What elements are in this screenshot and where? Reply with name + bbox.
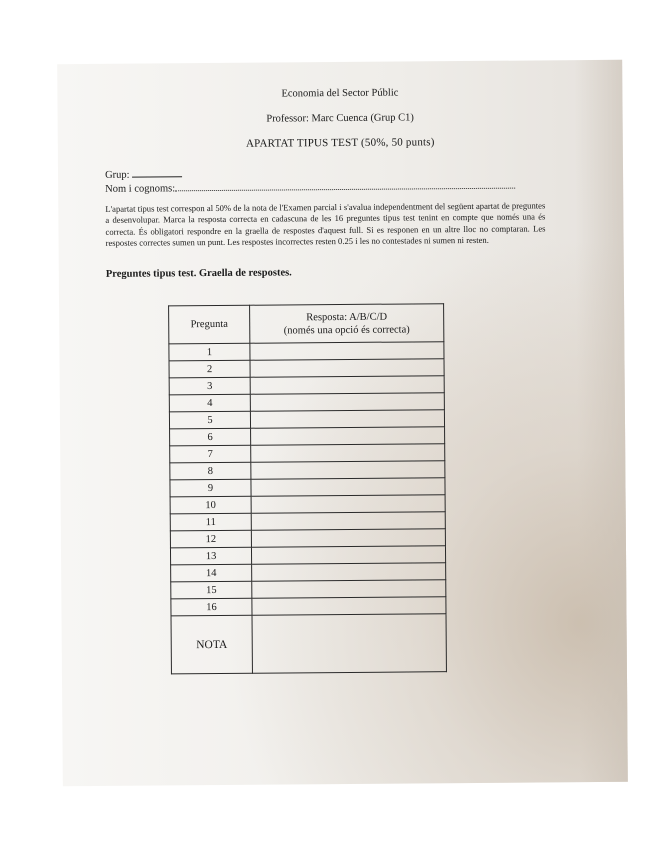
- answer-cell[interactable]: [251, 444, 445, 463]
- question-number: 3: [169, 377, 250, 395]
- total-label: NOTA: [171, 615, 252, 674]
- answer-grid-header: [169, 304, 444, 344]
- table-row: [170, 427, 445, 446]
- group-blank[interactable]: [132, 176, 182, 177]
- table-row: [170, 478, 445, 497]
- answer-cell[interactable]: [252, 580, 446, 599]
- table-row: [169, 359, 444, 378]
- question-number: 5: [169, 411, 250, 429]
- question-number: 12: [170, 530, 251, 548]
- table-row: [170, 444, 445, 463]
- question-number: 2: [169, 360, 250, 378]
- course-title: Economia del Sector Públic: [281, 87, 399, 100]
- answer-cell[interactable]: [251, 512, 445, 531]
- question-number: 8: [170, 462, 251, 480]
- table-row: [171, 563, 446, 582]
- answer-cell[interactable]: [251, 495, 445, 514]
- grid-title: Preguntes tipus test. Graella de respostes.: [105, 267, 292, 280]
- table-row: [169, 376, 444, 395]
- question-number: 15: [171, 581, 252, 599]
- answer-cell[interactable]: [250, 342, 444, 361]
- answer-cell[interactable]: [251, 546, 445, 565]
- instructions-paragraph: L'apartat tipus test correspon al 50% de la nota de l'Examen parcial i s'avalua independentment del següent apartat de preguntes a desenvolupar. Marca la resposta correcta en cadascuna de les 16 preguntes tipus test tenint en compte que només una és correcta. És obligatori respondre en la graella de respostes d'aquest full. Si es responen en un altre lloc no comptaran. Les respostes correctes sumen un punt. Les respostes incorrectes resten 0.25 i les no contestades ni sumen ni resten.: [105, 200, 546, 249]
- answer-column-header: [250, 304, 444, 344]
- question-column-header: Pregunta: [169, 305, 250, 344]
- exam-sheet: [57, 60, 628, 786]
- answer-cell[interactable]: [251, 529, 445, 548]
- answer-cell[interactable]: [250, 410, 444, 429]
- answer-cell[interactable]: [250, 359, 444, 378]
- question-number: 1: [169, 343, 250, 361]
- answer-cell[interactable]: [251, 461, 445, 480]
- table-row: [171, 580, 446, 599]
- table-row: [169, 410, 444, 429]
- answer-cell[interactable]: [252, 597, 446, 616]
- table-row: [171, 597, 446, 616]
- group-label: Grup:: [105, 169, 130, 181]
- table-row: [169, 393, 444, 412]
- answer-header-line1: Resposta: A/B/C/D: [306, 311, 388, 323]
- total-score-cell[interactable]: [252, 614, 446, 674]
- question-number: 7: [170, 445, 251, 463]
- question-number: 11: [170, 513, 251, 531]
- answer-cell[interactable]: [250, 376, 444, 395]
- question-number: 6: [170, 428, 251, 446]
- table-row: [170, 461, 445, 480]
- answer-cell[interactable]: [250, 393, 444, 412]
- question-number: 13: [170, 547, 251, 565]
- answer-cell[interactable]: [252, 563, 446, 582]
- table-row: [169, 342, 444, 361]
- question-number: 16: [171, 598, 252, 616]
- table-row: [170, 546, 445, 565]
- table-row: [170, 512, 445, 531]
- question-number: 10: [170, 496, 251, 514]
- question-number: 14: [171, 564, 252, 582]
- total-row: [171, 614, 446, 674]
- question-number: 9: [170, 479, 251, 497]
- name-label: Nom i cognoms:: [105, 183, 176, 195]
- answer-cell[interactable]: [251, 478, 445, 497]
- question-number: 4: [169, 394, 250, 412]
- answer-header-line2: (només una opció és correcta): [283, 323, 410, 336]
- answer-cell[interactable]: [251, 427, 445, 446]
- section-heading: APARTAT TIPUS TEST (50%, 50 punts): [245, 136, 435, 150]
- name-dotted-line[interactable]: [175, 179, 515, 192]
- group-field: [105, 169, 182, 181]
- table-row: [170, 495, 445, 514]
- answer-grid: [168, 303, 447, 674]
- professor-line: Professor: Marc Cuenca (Grup C1): [266, 112, 414, 125]
- name-field: [105, 179, 515, 195]
- table-row: [170, 529, 445, 548]
